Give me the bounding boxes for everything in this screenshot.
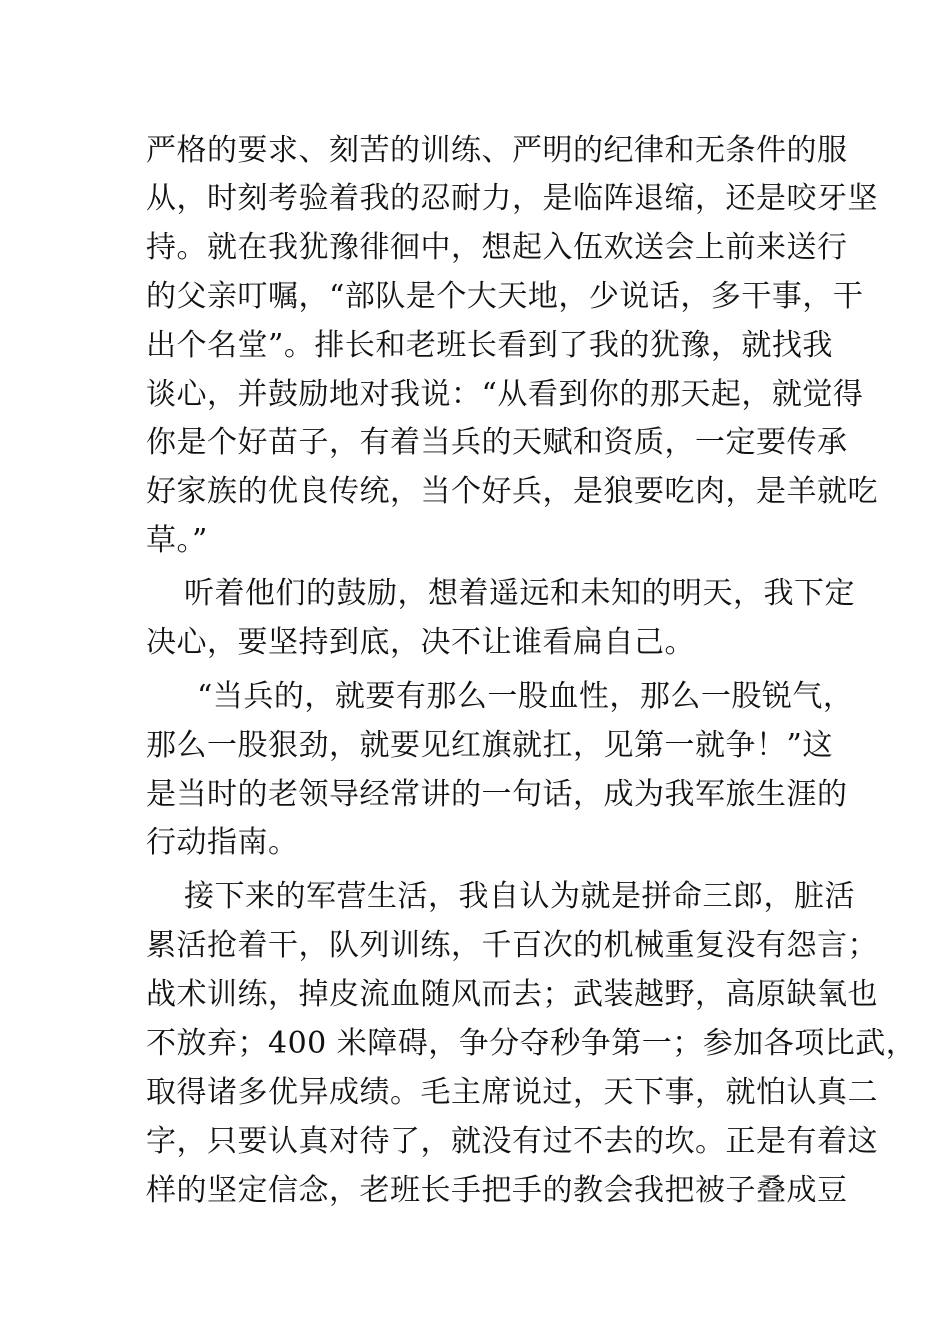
text-line: 草。” [146,523,208,558]
text-line: “当兵的，就要有那么一股血性，那么一股锐气， [197,679,854,714]
text-line: 好家族的优良传统，当个好兵，是狼要吃肉，是羊就吃 [146,474,878,509]
text-line: 那么一股狠劲，就要见红旗就扛，见第一就争！”这 [146,728,833,763]
text-line: 从，时刻考验着我的忍耐力，是临阵退缩，还是咬牙坚 [146,181,878,216]
text-line: 样的坚定信念，老班长手把手的教会我把被子叠成豆 [146,1173,848,1208]
text-line: 是当时的老领导经常讲的一句话，成为我军旅生涯的 [146,777,848,812]
text-line: 决心，要坚持到底，决不让谁看扁自己。 [146,625,695,660]
text-line: 接下来的军营生活，我自认为就是拼命三郎，脏活 [184,879,855,914]
text-line: 字，只要认真对待了，就没有过不去的坎。正是有着这 [146,1124,878,1159]
text-line: 听着他们的鼓励，想着遥远和未知的明天，我下定 [184,576,855,611]
text-line: 谈心，并鼓励地对我说：“从看到你的那天起，就觉得 [146,377,864,412]
text-line: 行动指南。 [146,825,299,860]
text-line: 你是个好苗子，有着当兵的天赋和资质，一定要传承 [146,425,848,460]
text-line: 取得诸多优异成绩。毛主席说过，天下事，就怕认真二 [146,1075,878,1110]
text-line: 出个名堂”。排长和老班长看到了我的犹豫，就找我 [146,328,833,363]
text-line: 的父亲叮嘱，“部队是个大天地，少说话，多干事，干 [146,279,864,314]
text-line: 累活抢着干，队列训练，千百次的机械重复没有怨言； [146,928,878,963]
text-line: 严格的要求、刻苦的训练、严明的纪律和无条件的服 [146,133,848,168]
text-line: 战术训练，掉皮流血随风而去；武装越野，高原缺氧也 [146,977,878,1012]
text-line: 持。就在我犹豫徘徊中，想起入伍欢送会上前来送行 [146,230,848,265]
text-line: 不放弃；400 米障碍，争分夺秒争第一；参加各项比武， [146,1026,917,1061]
